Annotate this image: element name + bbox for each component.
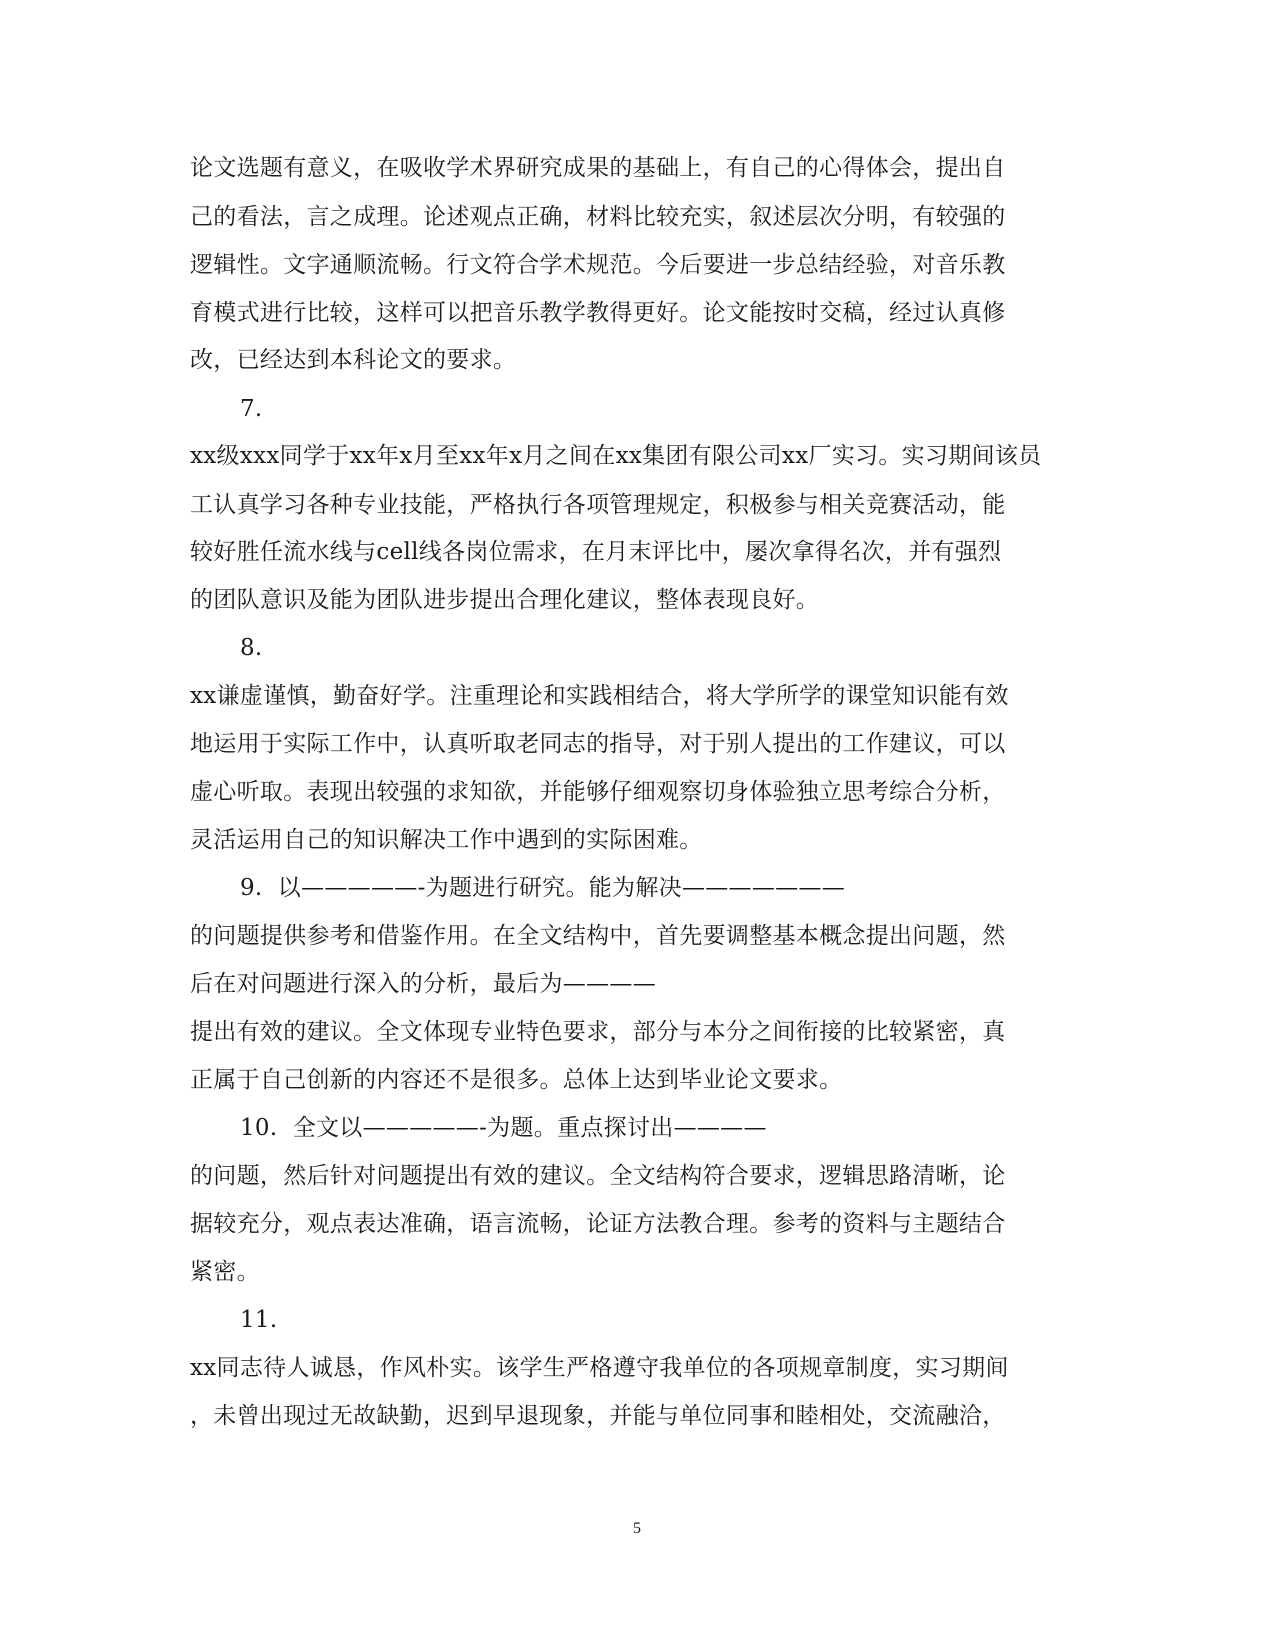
item-number: 8. [240,635,263,661]
text-line: 论文选题有意义，在吸收学术界研究成果的基础上，有自己的心得体会，提出自 [190,155,1006,181]
text-line: 正属于自己创新的内容还不是很多。总体上达到毕业论文要求。 [190,1067,843,1093]
text-line: 育模式进行比较，这样可以把音乐教学教得更好。论文能按时交稿，经过认真修 [190,300,1006,326]
text-line: 虚心听取。表现出较强的求知欲，并能够仔细观察切身体验独立思考综合分析， [190,779,1006,805]
text-line: 紧密。 [190,1259,260,1285]
text-line: 据较充分，观点表达准确，语言流畅，论证方法教合理。参考的资料与主题结合 [190,1211,1006,1237]
page-number: 5 [633,1520,641,1537]
text-line: 地运用于实际工作中，认真听取老同志的指导，对于别人提出的工作建议，可以 [190,731,1006,757]
text-line: 改，已经达到本科论文的要求。 [190,347,517,373]
text-line: 后在对问题进行深入的分析，最后为———— [190,971,656,997]
text-line: 的问题提供参考和借鉴作用。在全文结构中，首先要调整基本概念提出问题，然 [190,923,1006,949]
text-line: 工认真学习各种专业技能，严格执行各项管理规定，积极参与相关竞赛活动，能 [190,492,1006,518]
text-line: xx谦虚谨慎，勤奋好学。注重理论和实践相结合，将大学所学的课堂知识能有效 [190,683,1009,709]
text-line: 较好胜任流水线与cell线各岗位需求，在月末评比中，屡次拿得名次，并有强烈 [190,539,1002,565]
item-number: 11. [240,1307,278,1333]
text-line: xx级xxx同学于xx年x月至xx年x月之间在xx集团有限公司xx厂实习。实习期间该员 [190,443,1042,469]
text-line: 的团队意识及能为团队进步提出合理化建议，整体表现良好。 [190,587,820,613]
item-heading: 9. 以—————-为题进行研究。能为解决——————— [240,875,846,901]
text-line: 逻辑性。文字通顺流畅。行文符合学术规范。今后要进一步总结经验，对音乐教 [190,252,1006,278]
text-line: ，未曾出现过无故缺勤，迟到早退现象，并能与单位同事和睦相处，交流融洽， [190,1403,1006,1429]
text-line: 灵活运用自己的知识解决工作中遇到的实际困难。 [190,827,703,853]
text-line: 提出有效的建议。全文体现专业特色要求，部分与本分之间衔接的比较紧密，真 [190,1019,1006,1045]
text-line: 己的看法，言之成理。论述观点正确，材料比较充实，叙述层次分明，有较强的 [190,204,1006,230]
item-number: 7. [240,396,263,422]
item-heading: 10. 全文以—————-为题。重点探讨出———— [240,1115,767,1141]
text-line: 的问题，然后针对问题提出有效的建议。全文结构符合要求，逻辑思路清晰，论 [190,1163,1006,1189]
text-line: xx同志待人诚恳，作风朴实。该学生严格遵守我单位的各项规章制度，实习期间 [190,1355,1009,1381]
